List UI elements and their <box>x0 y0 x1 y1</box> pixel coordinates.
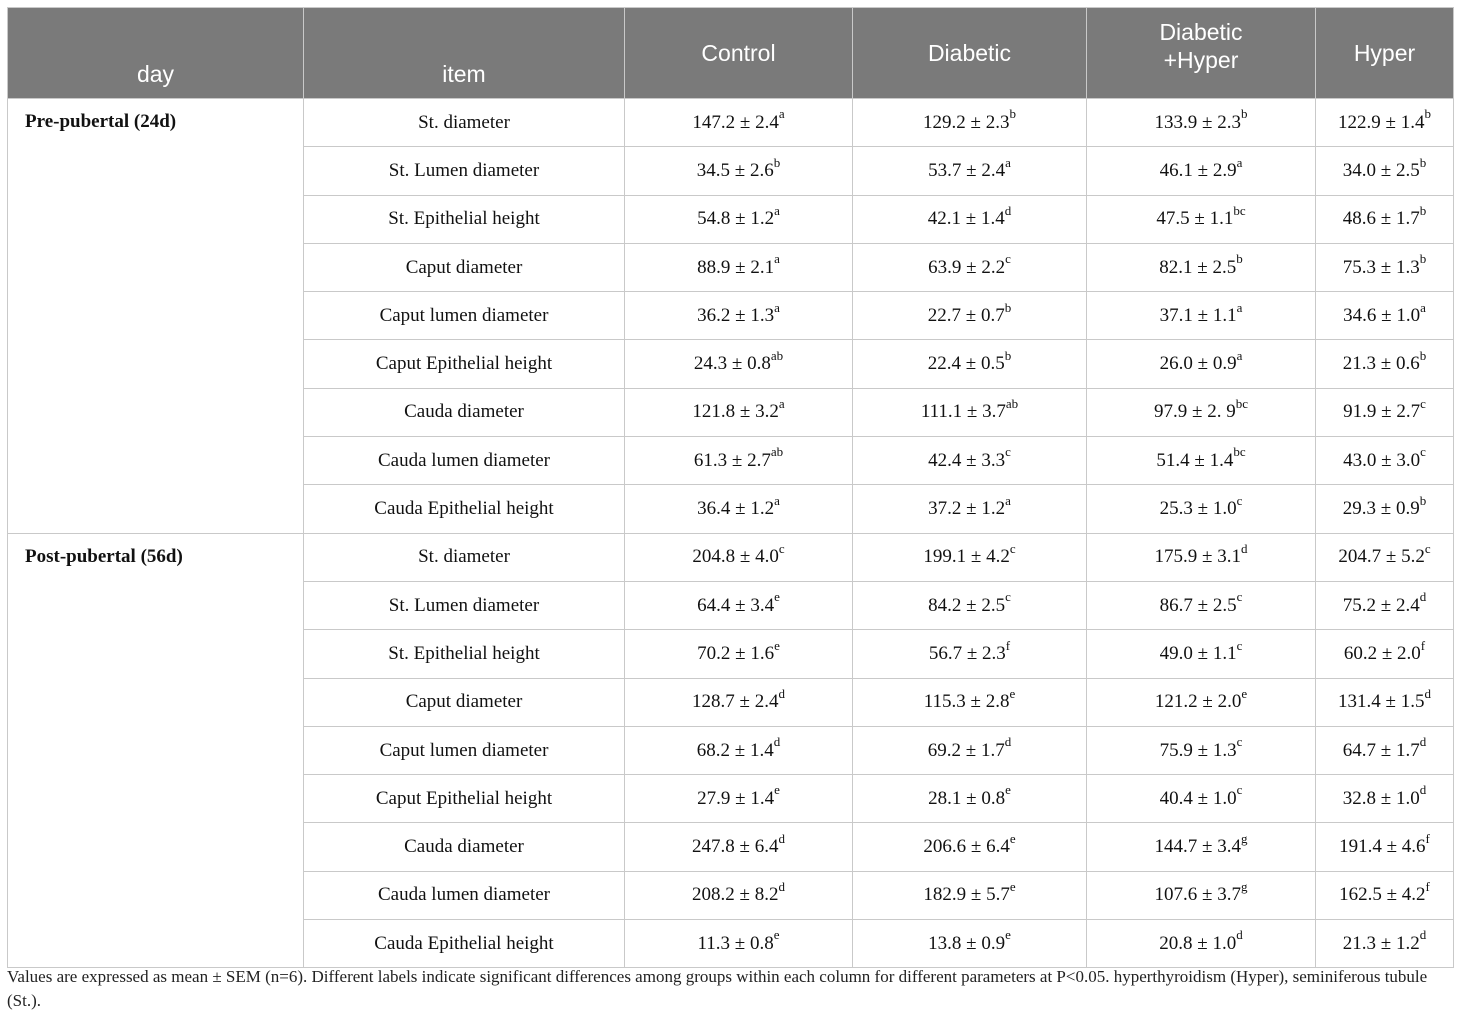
value-cell-control <box>625 581 853 629</box>
header-control: Control <box>625 8 853 99</box>
mean-sem-value: 28.1 ± 0.8 <box>928 787 1006 809</box>
value-cell-diabetic <box>853 437 1087 485</box>
significance-label: c <box>1236 492 1243 508</box>
significance-label: b <box>1236 251 1243 267</box>
significance-label: a <box>778 396 785 412</box>
significance-label: a <box>778 106 785 122</box>
significance-label: b <box>1004 299 1012 315</box>
value-cell-diabetic-hyper <box>1087 292 1316 340</box>
table-row <box>8 99 1454 147</box>
mean-sem-value: 199.1 ± 4.2 <box>923 546 1010 568</box>
value-cell-diabetic-hyper <box>1087 630 1316 678</box>
mean-sem-value: 32.8 ± 1.0 <box>1342 787 1420 809</box>
significance-label: d <box>1424 685 1431 701</box>
value-cell-diabetic-hyper <box>1087 437 1316 485</box>
mean-sem-value: 86.7 ± 2.5 <box>1159 594 1237 616</box>
significance-label: a <box>774 492 780 508</box>
item-cell: Caput diameter <box>304 243 625 291</box>
item-cell: St. Epithelial height <box>304 195 625 243</box>
significance-label: c <box>1236 782 1243 798</box>
item-cell: St. Lumen diameter <box>304 147 625 195</box>
value-cell-diabetic-hyper <box>1087 533 1316 581</box>
significance-label: b <box>1419 251 1427 267</box>
mean-sem-value: 25.3 ± 1.0 <box>1159 498 1237 520</box>
mean-sem-value: 129.2 ± 2.3 <box>923 111 1010 133</box>
significance-label: a <box>1236 347 1243 363</box>
item-cell: St. diameter <box>304 533 625 581</box>
day-group-label: Pre-pubertal (24d) <box>8 99 304 534</box>
significance-label: e <box>774 782 780 798</box>
mean-sem-value: 147.2 ± 2.4 <box>692 111 779 133</box>
value-cell-hyper <box>1316 871 1454 919</box>
mean-sem-value: 63.9 ± 2.2 <box>928 256 1006 278</box>
significance-label: e <box>774 589 780 605</box>
mean-sem-value: 82.1 ± 2.5 <box>1159 256 1237 278</box>
mean-sem-value: 84.2 ± 2.5 <box>928 594 1006 616</box>
mean-sem-value: 53.7 ± 2.4 <box>928 159 1006 181</box>
significance-label: c <box>1005 251 1011 267</box>
value-cell-diabetic <box>853 388 1087 436</box>
significance-label: bc <box>1233 202 1246 218</box>
value-cell-diabetic-hyper <box>1087 99 1316 147</box>
item-cell: Cauda diameter <box>304 823 625 871</box>
significance-label: e <box>1009 830 1016 846</box>
value-cell-hyper <box>1316 823 1454 871</box>
significance-label: d <box>778 685 785 701</box>
mean-sem-value: 60.2 ± 2.0 <box>1343 642 1421 664</box>
mean-sem-value: 22.4 ± 0.5 <box>927 353 1005 375</box>
mean-sem-value: 34.6 ± 1.0 <box>1343 304 1421 326</box>
significance-label: f <box>1425 879 1430 895</box>
mean-sem-value: 111.1 ± 3.7 <box>920 401 1006 423</box>
item-cell: St. Epithelial height <box>304 630 625 678</box>
value-cell-control <box>625 630 853 678</box>
mean-sem-value: 122.9 ± 1.4 <box>1338 111 1425 133</box>
value-cell-control <box>625 920 853 968</box>
value-cell-hyper <box>1316 437 1454 485</box>
significance-label: c <box>1236 589 1243 605</box>
mean-sem-value: 191.4 ± 4.6 <box>1339 836 1426 858</box>
mean-sem-value: 115.3 ± 2.8 <box>923 691 1010 713</box>
significance-label: c <box>1005 589 1011 605</box>
significance-label: d <box>778 830 785 846</box>
value-cell-diabetic-hyper <box>1087 678 1316 726</box>
header-diabetic-hyper-line1: Diabetic <box>1159 19 1243 45</box>
mean-sem-value: 56.7 ± 2.3 <box>928 642 1006 664</box>
item-cell: Cauda lumen diameter <box>304 871 625 919</box>
value-cell-hyper <box>1316 920 1454 968</box>
significance-label: d <box>1236 927 1243 943</box>
significance-label: g <box>1240 879 1248 895</box>
mean-sem-value: 75.3 ± 1.3 <box>1342 256 1420 278</box>
value-cell-hyper <box>1316 292 1454 340</box>
value-cell-control <box>625 823 853 871</box>
value-cell-control <box>625 678 853 726</box>
mean-sem-value: 36.4 ± 1.2 <box>697 498 775 520</box>
value-cell-diabetic-hyper <box>1087 823 1316 871</box>
mean-sem-value: 162.5 ± 4.2 <box>1339 884 1426 906</box>
mean-sem-value: 128.7 ± 2.4 <box>692 691 779 713</box>
value-cell-diabetic <box>853 920 1087 968</box>
item-cell: St. diameter <box>304 99 625 147</box>
value-cell-control <box>625 388 853 436</box>
mean-sem-value: 37.1 ± 1.1 <box>1159 304 1237 326</box>
significance-label: c <box>1420 396 1426 412</box>
value-cell-diabetic <box>853 340 1087 388</box>
mean-sem-value: 11.3 ± 0.8 <box>697 932 774 954</box>
value-cell-hyper <box>1316 726 1454 774</box>
significance-label: b <box>1419 492 1427 508</box>
significance-label: a <box>1005 492 1011 508</box>
item-cell: Caput lumen diameter <box>304 292 625 340</box>
mean-sem-value: 64.7 ± 1.7 <box>1342 739 1420 761</box>
mean-sem-value: 24.3 ± 0.8 <box>693 353 771 375</box>
value-cell-control <box>625 292 853 340</box>
mean-sem-value: 144.7 ± 3.4 <box>1154 836 1241 858</box>
value-cell-control <box>625 775 853 823</box>
significance-label: b <box>1419 154 1427 170</box>
value-cell-hyper <box>1316 147 1454 195</box>
significance-label: f <box>1420 637 1426 653</box>
value-cell-hyper <box>1316 243 1454 291</box>
significance-label: d <box>1419 782 1427 798</box>
value-cell-hyper <box>1316 388 1454 436</box>
mean-sem-value: 40.4 ± 1.0 <box>1159 787 1237 809</box>
significance-label: a <box>1005 154 1011 170</box>
item-cell: Cauda Epithelial height <box>304 485 625 533</box>
value-cell-diabetic <box>853 581 1087 629</box>
mean-sem-value: 91.9 ± 2.7 <box>1343 401 1421 423</box>
mean-sem-value: 21.3 ± 0.6 <box>1342 353 1420 375</box>
value-cell-control <box>625 533 853 581</box>
significance-label: c <box>1236 734 1243 750</box>
mean-sem-value: 204.8 ± 4.0 <box>692 546 779 568</box>
value-cell-hyper <box>1316 678 1454 726</box>
value-cell-diabetic-hyper <box>1087 147 1316 195</box>
value-cell-diabetic-hyper <box>1087 726 1316 774</box>
mean-sem-value: 131.4 ± 1.5 <box>1338 691 1425 713</box>
mean-sem-value: 51.4 ± 1.4 <box>1156 449 1234 471</box>
table-body <box>8 99 1454 968</box>
value-cell-diabetic <box>853 678 1087 726</box>
significance-label: e <box>774 637 780 653</box>
value-cell-control <box>625 243 853 291</box>
item-cell: Cauda diameter <box>304 388 625 436</box>
table-footnote: Values are expressed as mean ± SEM (n=6). Different labels indicate significant differences among groups within each column for different parameters at P<0.05. hyperthyroidism (Hyper), seminiferous tubule (St.). <box>7 967 1428 1010</box>
value-cell-diabetic <box>853 775 1087 823</box>
mean-sem-value: 121.8 ± 3.2 <box>692 401 779 423</box>
significance-label: a <box>774 299 780 315</box>
mean-sem-value: 208.2 ± 8.2 <box>692 884 779 906</box>
significance-label: b <box>773 154 781 170</box>
table-row <box>8 533 1454 581</box>
value-cell-control <box>625 726 853 774</box>
mean-sem-value: 20.8 ± 1.0 <box>1159 932 1237 954</box>
significance-label: d <box>1240 540 1248 556</box>
mean-sem-value: 54.8 ± 1.2 <box>697 208 775 230</box>
mean-sem-value: 29.3 ± 0.9 <box>1342 498 1420 520</box>
mean-sem-value: 121.2 ± 2.0 <box>1154 691 1242 713</box>
significance-label: a <box>1236 154 1243 170</box>
value-cell-diabetic <box>853 871 1087 919</box>
significance-label: a <box>1236 299 1243 315</box>
mean-sem-value: 175.9 ± 3.1 <box>1154 546 1241 568</box>
mean-sem-value: 75.2 ± 2.4 <box>1342 594 1420 616</box>
significance-label: c <box>778 540 785 556</box>
mean-sem-value: 206.6 ± 6.4 <box>923 836 1010 858</box>
significance-label: e <box>773 927 780 943</box>
value-cell-hyper <box>1316 533 1454 581</box>
significance-label: b <box>1419 202 1427 218</box>
header-diabetic-hyper <box>1087 8 1316 99</box>
mean-sem-value: 182.9 ± 5.7 <box>923 884 1010 906</box>
value-cell-diabetic-hyper <box>1087 195 1316 243</box>
item-cell: Cauda lumen diameter <box>304 437 625 485</box>
mean-sem-value: 75.9 ± 1.3 <box>1159 739 1237 761</box>
value-cell-diabetic <box>853 147 1087 195</box>
value-cell-diabetic-hyper <box>1087 388 1316 436</box>
significance-label: a <box>774 202 780 218</box>
mean-sem-value: 69.2 ± 1.7 <box>927 739 1005 761</box>
value-cell-control <box>625 437 853 485</box>
mean-sem-value: 133.9 ± 2.3 <box>1154 111 1241 133</box>
mean-sem-value: 42.1 ± 1.4 <box>927 208 1005 230</box>
significance-label: b <box>1004 347 1012 363</box>
value-cell-control <box>625 99 853 147</box>
value-cell-diabetic-hyper <box>1087 340 1316 388</box>
significance-label: bc <box>1233 444 1246 460</box>
value-cell-diabetic-hyper <box>1087 485 1316 533</box>
significance-label: ab <box>770 444 784 460</box>
mean-sem-value: 37.2 ± 1.2 <box>928 498 1006 520</box>
value-cell-diabetic <box>853 726 1087 774</box>
value-cell-control <box>625 147 853 195</box>
header-item: item <box>304 8 625 99</box>
mean-sem-value: 46.1 ± 2.9 <box>1159 159 1237 181</box>
mean-sem-value: 47.5 ± 1.1 <box>1156 208 1234 230</box>
mean-sem-value: 27.9 ± 1.4 <box>697 787 775 809</box>
significance-label: b <box>1419 347 1427 363</box>
significance-label: e <box>1005 927 1011 943</box>
header-diabetic: Diabetic <box>853 8 1087 99</box>
mean-sem-value: 204.7 ± 5.2 <box>1338 546 1425 568</box>
mean-sem-value: 13.8 ± 0.9 <box>928 932 1006 954</box>
value-cell-diabetic-hyper <box>1087 775 1316 823</box>
significance-label: e <box>1009 879 1016 895</box>
value-cell-diabetic <box>853 195 1087 243</box>
value-cell-diabetic <box>853 533 1087 581</box>
value-cell-hyper <box>1316 581 1454 629</box>
significance-label: a <box>774 251 780 267</box>
significance-label: c <box>1420 444 1426 460</box>
value-cell-control <box>625 871 853 919</box>
value-cell-hyper <box>1316 99 1454 147</box>
header-row <box>8 8 1454 99</box>
value-cell-diabetic <box>853 292 1087 340</box>
significance-label: c <box>1424 540 1431 556</box>
significance-label: f <box>1425 830 1430 846</box>
mean-sem-value: 43.0 ± 3.0 <box>1343 449 1421 471</box>
mean-sem-value: 247.8 ± 6.4 <box>692 836 779 858</box>
mean-sem-value: 70.2 ± 1.6 <box>697 642 775 664</box>
item-cell: Caput lumen diameter <box>304 726 625 774</box>
value-cell-diabetic <box>853 630 1087 678</box>
significance-label: d <box>1419 589 1427 605</box>
item-cell: St. Lumen diameter <box>304 581 625 629</box>
significance-label: ab <box>770 347 784 363</box>
value-cell-hyper <box>1316 340 1454 388</box>
significance-label: e <box>1005 782 1011 798</box>
mean-sem-value: 22.7 ± 0.7 <box>927 304 1005 326</box>
mean-sem-value: 107.6 ± 3.7 <box>1154 884 1241 906</box>
significance-label: d <box>1004 734 1012 750</box>
mean-sem-value: 42.4 ± 3.3 <box>928 449 1006 471</box>
value-cell-diabetic-hyper <box>1087 920 1316 968</box>
significance-label: d <box>1419 734 1427 750</box>
mean-sem-value: 26.0 ± 0.9 <box>1159 353 1237 375</box>
data-table <box>7 7 1454 968</box>
value-cell-hyper <box>1316 485 1454 533</box>
item-cell: Cauda Epithelial height <box>304 920 625 968</box>
item-cell: Caput Epithelial height <box>304 775 625 823</box>
significance-label: d <box>778 879 785 895</box>
value-cell-hyper <box>1316 195 1454 243</box>
mean-sem-value: 48.6 ± 1.7 <box>1342 208 1420 230</box>
item-cell: Caput diameter <box>304 678 625 726</box>
mean-sem-value: 21.3 ± 1.2 <box>1342 932 1420 954</box>
significance-label: d <box>1419 927 1427 943</box>
value-cell-diabetic <box>853 485 1087 533</box>
significance-label: c <box>1005 444 1011 460</box>
value-cell-diabetic <box>853 823 1087 871</box>
value-cell-hyper <box>1316 630 1454 678</box>
value-cell-diabetic <box>853 243 1087 291</box>
significance-label: ab <box>1005 396 1019 412</box>
significance-label: b <box>1424 106 1431 122</box>
header-day: day <box>8 8 304 99</box>
mean-sem-value: 49.0 ± 1.1 <box>1159 642 1237 664</box>
significance-label: a <box>1420 299 1426 315</box>
significance-label: c <box>1236 637 1243 653</box>
mean-sem-value: 64.4 ± 3.4 <box>697 594 775 616</box>
value-cell-diabetic <box>853 99 1087 147</box>
value-cell-control <box>625 485 853 533</box>
mean-sem-value: 61.3 ± 2.7 <box>693 449 771 471</box>
value-cell-diabetic-hyper <box>1087 871 1316 919</box>
significance-label: bc <box>1235 396 1248 412</box>
value-cell-control <box>625 340 853 388</box>
value-cell-hyper <box>1316 775 1454 823</box>
significance-label: e <box>1009 685 1016 701</box>
day-group-label: Post-pubertal (56d) <box>8 533 304 968</box>
significance-label: e <box>1241 685 1248 701</box>
mean-sem-value: 88.9 ± 2.1 <box>697 256 775 278</box>
mean-sem-value: 36.2 ± 1.3 <box>697 304 775 326</box>
significance-label: b <box>1240 106 1248 122</box>
value-cell-diabetic-hyper <box>1087 581 1316 629</box>
value-cell-diabetic-hyper <box>1087 243 1316 291</box>
value-cell-control <box>625 195 853 243</box>
header-hyper: Hyper <box>1316 8 1454 99</box>
mean-sem-value: 68.2 ± 1.4 <box>696 739 774 761</box>
mean-sem-value: 34.0 ± 2.5 <box>1342 159 1420 181</box>
significance-label: g <box>1240 830 1248 846</box>
significance-label: d <box>1004 202 1012 218</box>
header-diabetic-hyper-line2: +Hyper <box>1163 47 1239 73</box>
significance-label: c <box>1009 540 1016 556</box>
item-cell: Caput Epithelial height <box>304 340 625 388</box>
mean-sem-value: 97.9 ± 2. 9 <box>1154 401 1236 423</box>
significance-label: b <box>1009 106 1016 122</box>
mean-sem-value: 34.5 ± 2.6 <box>696 159 774 181</box>
significance-label: f <box>1005 637 1011 653</box>
significance-label: d <box>773 734 781 750</box>
